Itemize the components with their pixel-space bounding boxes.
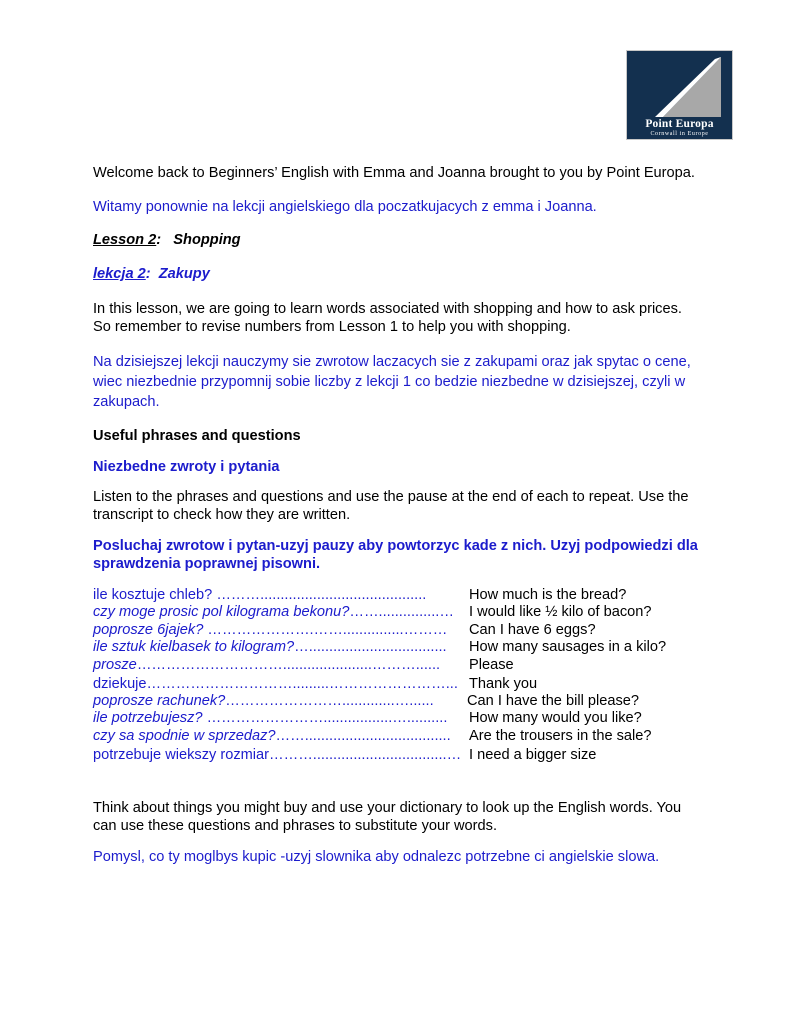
phrase-english: Can I have the bill please? (467, 693, 639, 709)
phrase-leader: ………......................................... (212, 587, 427, 603)
point-europa-logo (626, 50, 733, 140)
phrase-polish: poprosze 6jajek? (93, 622, 204, 638)
lesson-number-polish: lekcja 2 (93, 266, 146, 282)
phrase-polish: ile potrzebujesz? (93, 710, 203, 726)
instructions-english-line2: transcript to check how they are written. (93, 507, 351, 523)
phrase-row (93, 656, 514, 674)
lesson-topic-polish: Zakupy (158, 266, 210, 282)
description-polish-line2: wiec niezbednie przypomnij sobie liczby z lekcji 1 co bedzie niezbedne w dzisiejszej, czyli w (93, 374, 686, 390)
phrase-english: I need a bigger size (469, 747, 597, 763)
phrase-row (93, 692, 639, 710)
phrase-polish: czy moge prosic pol kilograma bekonu? (93, 604, 350, 620)
logo-tagline-text: Cornwall in Europe (650, 131, 709, 137)
phrase-english: Please (469, 657, 514, 673)
phrase-polish: czy sa spodnie w sprzedaz? (93, 728, 276, 744)
logo-brand-text: Point Europa (645, 118, 714, 130)
lesson-separator-english: : (156, 232, 174, 248)
phrase-row (93, 746, 597, 764)
phrase-row (93, 621, 596, 639)
closing-english-line1: Think about things you might buy and use your dictionary to look up the English words. You (93, 800, 682, 816)
instructions-english-line1: Listen to the phrases and questions and use the pause at the end of each to repeat. Use the (93, 489, 689, 505)
lesson-number-english: Lesson 2 (93, 232, 157, 248)
phrase-english: How many would you like? (469, 710, 642, 726)
phrase-row (93, 727, 652, 745)
closing-polish: Pomysl, co ty moglbys kupic -uzyj slownika aby odnalezc potrzebne ci angielskie slowa. (93, 849, 660, 865)
intro-polish: Witamy ponownie na lekcji angielskiego dla poczatkujacych z emma i Joanna. (93, 199, 597, 215)
phrase-row (93, 603, 652, 621)
phrase-leader: …………………….................….......... (202, 710, 448, 726)
description-polish-line1: Na dzisiejszej lekcji nauczymy sie zwrotow laczacych sie z zakupami oraz jak spytac o cene, (93, 354, 691, 370)
phrase-leader: …….................................... (275, 728, 451, 744)
phrase-english: How much is the bread? (469, 587, 627, 603)
phrase-english: Are the trousers in the sale? (469, 728, 652, 744)
lesson-separator-polish: : (145, 266, 159, 282)
lesson-topic-english: Shopping (173, 232, 241, 248)
description-english-line2: So remember to revise numbers from Lesson 1 to help you with shopping. (93, 319, 571, 335)
description-english-line1: In this lesson, we are going to learn words associated with shopping and how to ask prices. (93, 301, 682, 317)
phrase-row (93, 586, 627, 604)
phrase-english: How many sausages in a kilo? (469, 639, 667, 655)
phrase-polish: potrzebuje wiekszy rozmiar (93, 747, 269, 763)
phrase-english: Thank you (469, 676, 538, 692)
phrase-english: I would like ½ kilo of bacon? (469, 604, 652, 620)
phrase-polish: prosze (93, 657, 137, 673)
lesson-title-polish (93, 265, 210, 283)
instructions-polish-line1: Posluchaj zwrotow i pytan-uzyj pauzy aby powtorzyc kade z nich. Uzyj podpowiedzi dla (93, 538, 698, 554)
phrase-english: Can I have 6 eggs? (469, 622, 596, 638)
phrase-leader: ……….................................… (269, 747, 462, 763)
phrase-row (93, 709, 642, 727)
intro-english: Welcome back to Beginners’ English with Emma and Joanna brought to you by Point Europa. (93, 165, 695, 181)
useful-heading-polish: Niezbedne zwroty i pytania (93, 459, 280, 475)
description-polish-line3: zakupach. (93, 394, 160, 410)
phrase-leader: ….................................. (294, 639, 447, 655)
phrase-leader: ………………………….........……………………... (146, 676, 458, 692)
phrase-polish: dziekuje (93, 676, 147, 692)
phrase-leader: …………………….............…...... (225, 693, 434, 709)
phrase-leader: ……...............… (349, 604, 454, 620)
phrase-leader: …………………………......................………...... (136, 657, 441, 673)
phrase-polish: ile sztuk kielbasek to kilogram? (93, 639, 295, 655)
lesson-title-english (93, 231, 241, 249)
phrase-polish: poprosze rachunek? (93, 693, 226, 709)
useful-heading-english: Useful phrases and questions (93, 428, 301, 444)
phrase-leader: ………………….……...............……… (203, 622, 448, 638)
phrase-row (93, 675, 538, 693)
phrase-polish: ile kosztuje chleb? (93, 587, 213, 603)
closing-english-line2: can use these questions and phrases to substitute your words. (93, 818, 498, 834)
phrase-row (93, 638, 667, 656)
instructions-polish-line2: sprawdzenia poprawnej pisowni. (93, 556, 321, 572)
